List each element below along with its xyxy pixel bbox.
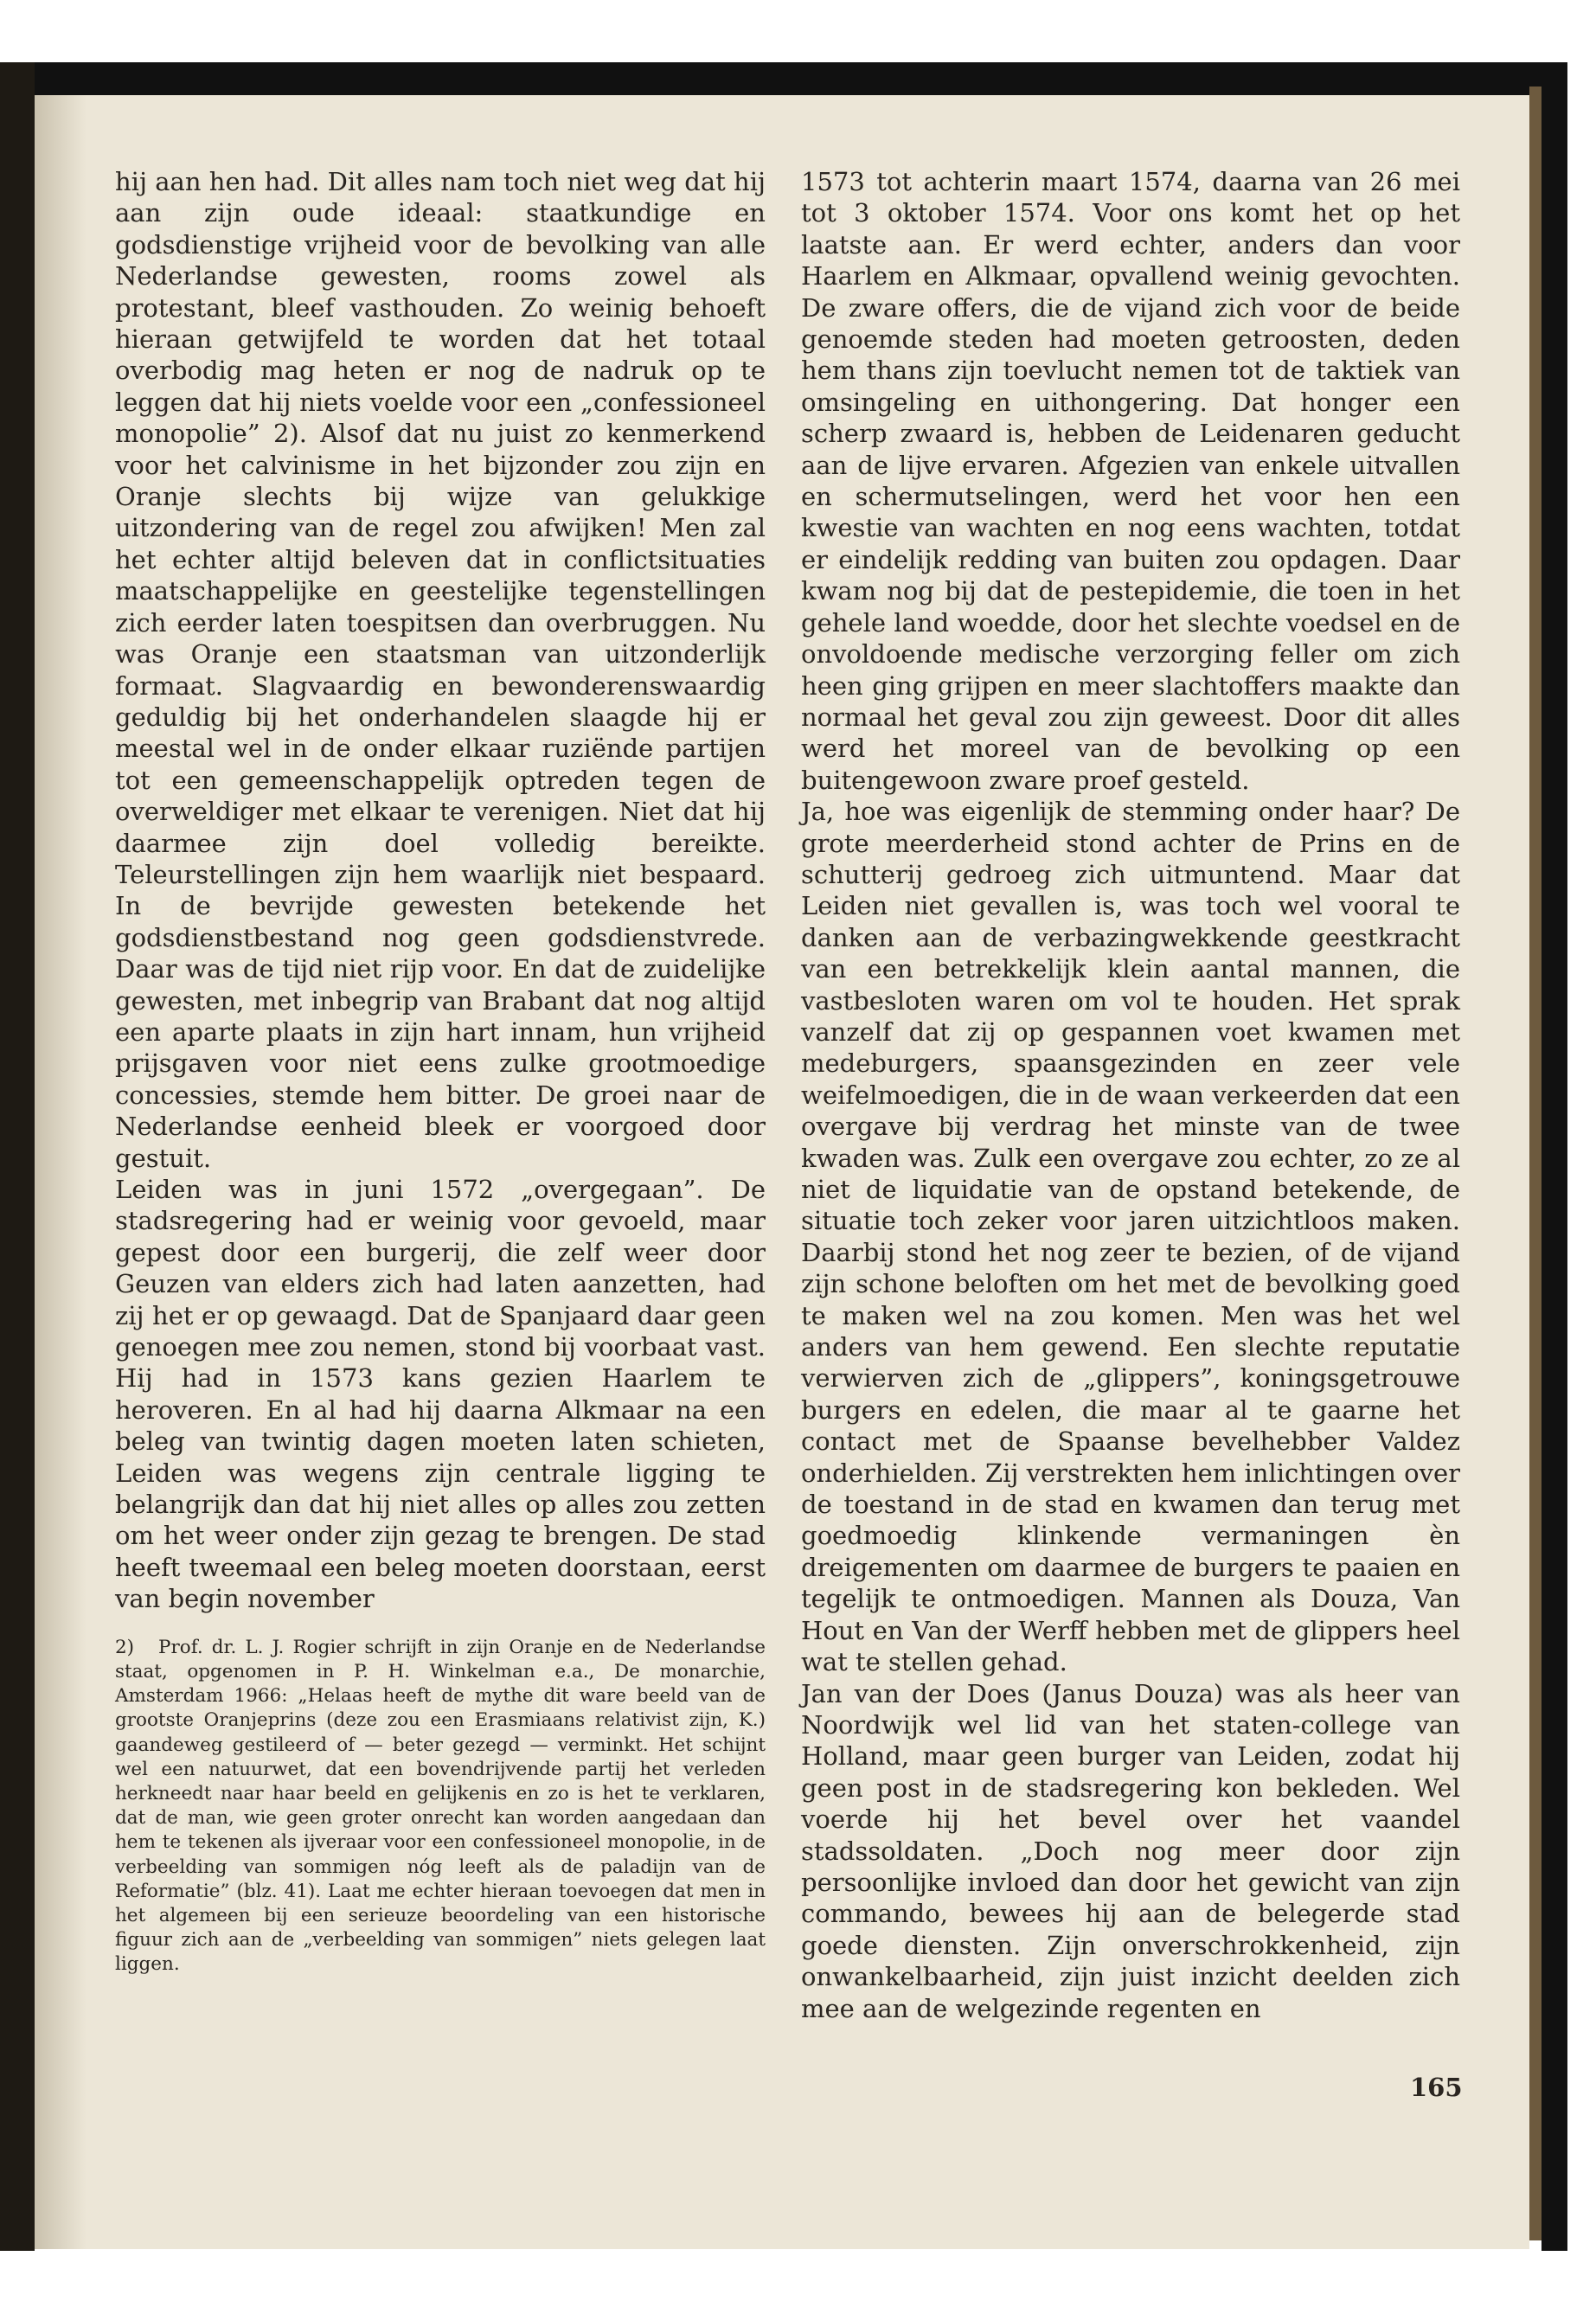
left-column-body [115,166,766,1615]
footnote-mark: 2) [115,1636,135,1658]
paragraph: Jan van der Does (Janus Douza) was als heer van Noordwijk wel lid van het staten-college van Holland, maar geen burger van Leiden, zodat hij geen post in de stadsregering kon bekleden. Wel voerde hij het bevel over het vaandel stadssoldaten. „Doch nog meer door zijn persoonlijke invloed dan door het gewicht van zijn commando, bewees hij aan de belegerde stad goede diensten. Zijn onverschrokkenheid, zijn onwankelbaarheid, zijn juist inzicht deelden zich mee aan de welgezinde regenten en [801,1678,1460,2023]
page-edge-right [1529,87,1542,2240]
paragraph: hij aan hen had. Dit alles nam toch niet weg dat hij aan zijn oude ideaal: staatkundige en godsdienstige vrijheid voor de bevolking van alle Nederlandse gewesten, rooms zowel als protestant, bleef vasthouden. Zo weinig behoeft hieraan getwijfeld te worden dat het totaal overbodig mag heten er nog de nadruk op te leggen dat hij niets voelde voor een „confessioneel monopolie” 2). Alsof dat nu juist zo kenmerkend voor het calvinisme in het bijzonder zou zijn en Oranje slechts bij wijze van gelukkige uitzondering van de regel zou afwijken! Men zal het echter altijd beleven dat in conflictsituaties maatschappelijke en geestelijke tegenstellingen zich eerder laten toespitsen dan overbruggen. Nu was Oranje een staatsman van uitzonderlijk formaat. Slagvaardig en bewonderenswaardig geduldig bij het onderhandelen slaagde hij er meestal wel in de onder elkaar ruziënde partijen tot een gemeenschappelijk optreden tegen de overweldiger met elkaar te verenigen. Niet dat hij daarmee zijn doel volledig bereikte. Teleurstellingen zijn hem waarlijk niet bespaard. In de bevrijde gewesten betekende het godsdienstbestand nog geen godsdienstvrede. Daar was de tijd niet rijp voor. En dat de zuidelijke gewesten, met inbegrip van Brabant dat nog altijd een aparte plaats in zijn hart innam, hun vrijheid prijsgaven voor niet eens zulke grootmoedige concessies, stemde hem bitter. De groei naar de Nederlandse eenheid bleek er voorgoed door gestuit. [115,167,766,1173]
paragraph: Leiden was in juni 1572 „overgegaan”. De stadsregering had er weinig voor gevoeld, maar gepest door een burgerij, die zelf weer door Geuzen van elders zich had laten aanzetten, had zij het er op gewaagd. Dat de Spanjaard daar geen genoegen mee zou nemen, stond bij voorbaat vast. Hij had in 1573 kans gezien Haarlem te heroveren. En al had hij daarna Alkmaar na een beleg van twintig dagen moeten laten schieten, Leiden was wegens zijn centrale ligging te belangrijk dan dat hij niet alles op alles zou zetten om het weer onder zijn gezag te brengen. De stad heeft tweemaal een beleg moeten doorstaan, eerst van begin november [115,1175,766,1614]
left-column [115,166,766,1977]
book-binding-left [0,62,35,2251]
paragraph: 1573 tot achterin maart 1574, daarna van 26 mei tot 3 oktober 1574. Voor ons komt het op het laatste aan. Er werd echter, anders dan voor Haarlem en Alkmaar, opvallend weinig gevochten. De zware offers, die de vijand zich voor de beide genoemde steden had moeten getroosten, deden hem thans zijn toevlucht nemen tot de taktiek van omsingeling en uithongering. Dat honger een scherp zwaard is, hebben de Leidenaren geducht aan de lijve ervaren. Afgezien van enkele uitvallen en schermutselingen, werd het voor hen een kwestie van wachten en nog eens wachten, totdat er eindelijk redding van buiten zou opdagen. Daar kwam nog bij dat de pestepidemie, die toen in het gehele land woedde, door het slechte voedsel en de onvoldoende medische verzorging feller om zich heen ging grijpen en meer slachtoffers maakte dan normaal het geval zou zijn geweest. Door dit alles werd het moreel van de bevolking op een buitengewoon zware proef gesteld. [801,167,1460,795]
footnote-text: Prof. dr. L. J. Rogier schrijft in zijn Oranje en de Nederlandse staat, opgenomen in P. H. Winkelman e.a., De monarchie, Amsterdam 1966: „Helaas heeft de mythe dit ware beeld van de grootste Oranjeprins (deze zou een Erasmiaans relativist zijn, K.) gaandeweg gestileerd of — beter gezegd — verminkt. Het schijnt wel een natuurwet, dat een bovendrijvende partij het verleden herkneedt naar haar beeld en gelijkenis en zo is het te verklaren, dat de man, wie geen groter onrecht kan worden aangedaan dan hem te tekenen als ijveraar voor een confessioneel monopolie, in de verbeelding van sommigen nóg leeft als de paladijn van de Reformatie” (blz. 41). Laat me echter hieraan toevoegen dat men in het algemeen bij een serieuze beoordeling van een historische figuur zich aan de „verbeelding van sommigen” niets gelegen laat liggen. [115,1636,766,1976]
page-number: 165 [1410,2073,1463,2102]
right-column-body [801,166,1460,2024]
paragraph: Ja, hoe was eigenlijk de stemming onder haar? De grote meerderheid stond achter de Prins en de schutterij gedroeg zich uitmuntend. Maar dat Leiden niet gevallen is, was toch wel vooral te danken aan de verbazingwekkende geestkracht van een betrekkelijk klein aantal mannen, die vastbesloten waren om vol te houden. Het sprak vanzelf dat zij op gespannen voet kwamen met medeburgers, spaansgezinden en zeer vele weifelmoedigen, die in de waan verkeerden dat een overgave bij verdrag het minste van de twee kwaden was. Zulk een overgave zou echter, zo ze al niet de liquidatie van de opstand betekende, de situatie toch zeker voor jaren uitzichtloos maken. Daarbij stond het nog zeer te bezien, of de vijand zijn schone beloften om het met de bevolking goed te maken wel na zou komen. Men was het wel anders van hem gewend. Een slechte reputatie verwierven zich de „glippers”, koningsgetrouwe burgers en edelen, die maar al te gaarne het contact met de Spaanse bevelhebber Valdez onderhielden. Zij verstrekten hem inlichtingen over de toestand in de stad en kwamen dan terug met goedmoedig klinkende vermaningen èn dreigementen om daarmee de burgers te paaien en tegelijk te ontmoedigen. Mannen als Douza, Van Hout en Van der Werff hebben met de glippers heel wat te stellen gehad. [801,797,1460,1677]
right-column [801,166,1460,2024]
gutter-shadow [35,95,87,2249]
book-binding-right [1542,62,1567,2251]
footnote [115,1636,766,1977]
